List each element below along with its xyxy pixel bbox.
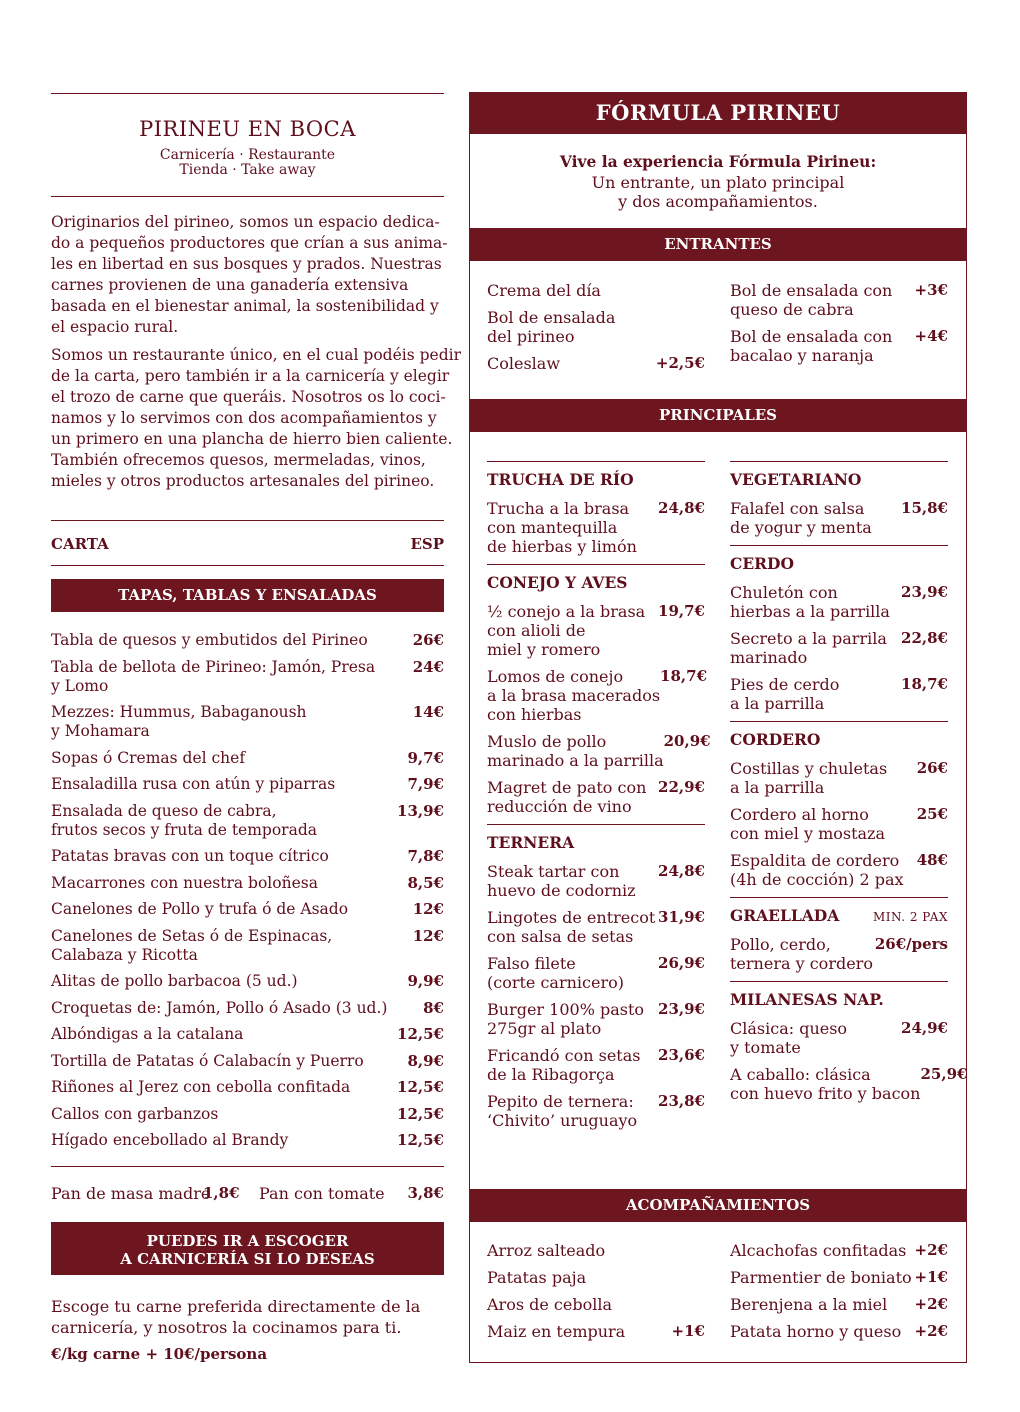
menu-item xyxy=(51,1078,444,1097)
menu-item-price: 24,8€ xyxy=(658,499,705,517)
menu-item-name: Burger 100% pasto 275gr al plato xyxy=(487,1000,645,1038)
menu-item xyxy=(487,1268,705,1287)
menu-item xyxy=(730,1295,948,1314)
menu-item-price: 26€/pers xyxy=(874,935,948,953)
menu-item-price: +2€ xyxy=(914,1322,948,1340)
menu-item-price: 23,9€ xyxy=(658,1000,705,1018)
intro-paragraph-2: Somos un restaurante único, en el cual podéis pedir de la carta, pero también ir a la carnicería y elegir el trozo de carne que queráis. Nosotros os lo coci- namos y lo servimos con dos acompañamientos y un primero en una plancha de hierro bien caliente. También ofrecemos quesos, mermeladas, vinos, mieles y otros productos artesanales del pirineo. xyxy=(51,346,461,490)
formula-description: Un entrante, un plato principal y dos acompañamientos. xyxy=(591,173,845,211)
menu-item xyxy=(487,778,705,816)
menu-item-name: Hígado encebollado al Brandy xyxy=(51,1131,289,1149)
menu-item-name: Fricandó con setas de la Ribagorça xyxy=(487,1046,641,1084)
menu-item-name: Tabla de bellota de Pirineo: Jamón, Presa y Lomo xyxy=(51,657,376,695)
acompanamientos-header: ACOMPAÑAMIENTOS xyxy=(469,1189,967,1222)
menu-item-name: Muslo de pollo marinado a la parrilla xyxy=(487,732,664,770)
menu-item-name: Tabla de quesos y embutidos del Pirineo xyxy=(51,631,368,649)
menu-item-name: Riñones al Jerez con cebolla confitada xyxy=(51,1078,351,1096)
section-vegetariano-text: VEGETARIANO xyxy=(730,470,862,489)
menu-item-name: Coleslaw xyxy=(487,354,561,373)
menu-item-price: 48€ xyxy=(916,851,948,869)
section-rule xyxy=(730,981,948,982)
menu-item-price: +1€ xyxy=(914,1268,948,1286)
menu-item-name: Bol de ensalada con bacalao y naranja xyxy=(730,327,893,365)
carta-bottom-rule xyxy=(51,565,444,566)
tapas-bottom-rule xyxy=(51,1166,444,1167)
section-cordero-text: CORDERO xyxy=(730,730,821,749)
menu-item-price: 14€ xyxy=(412,703,444,721)
menu-item-price: 23,8€ xyxy=(658,1092,705,1110)
menu-item xyxy=(487,908,705,946)
menu-item-price: 24,9€ xyxy=(901,1019,948,1037)
top-rule xyxy=(51,93,444,94)
menu-item-price: +3€ xyxy=(914,281,948,299)
menu-item-name: ½ conejo a la brasa con alioli de miel y romero xyxy=(487,602,646,659)
section-graellada-note: MIN. 2 PAX xyxy=(872,910,948,924)
section-trucha-text: TRUCHA DE RÍO xyxy=(487,470,634,489)
menu-item-name: Chuletón con hierbas a la parrilla xyxy=(730,583,890,621)
section-milanesas xyxy=(730,990,948,1010)
menu-item-price: +2,5€ xyxy=(655,354,705,372)
menu-item-name: Bol de ensalada con queso de cabra xyxy=(730,281,893,319)
section-rule xyxy=(487,564,705,565)
menu-item-price: 20,9€ xyxy=(663,732,711,750)
section-milanesas-text: MILANESAS NAP. xyxy=(730,990,884,1009)
menu-item xyxy=(51,749,444,768)
title-rule xyxy=(51,196,444,197)
menu-item-price: 7,9€ xyxy=(407,775,444,793)
menu-item-price: 15,8€ xyxy=(901,499,948,517)
menu-item-name: Falafel con salsa de yogur y menta xyxy=(730,499,872,537)
menu-item xyxy=(51,847,444,866)
menu-item xyxy=(730,675,948,713)
entrantes-right-list xyxy=(730,281,948,373)
menu-item-price: 9,9€ xyxy=(407,972,444,990)
menu-item xyxy=(51,1025,444,1044)
menu-item-price: +4€ xyxy=(914,327,948,345)
menu-item xyxy=(487,1092,705,1130)
restaurant-title: PIRINEU EN BOCA xyxy=(139,117,356,141)
menu-item-name: Ensaladilla rusa con atún y piparras xyxy=(51,775,336,793)
menu-item-price: 26€ xyxy=(916,759,948,777)
menu-item xyxy=(51,1131,444,1150)
menu-item-price: 25€ xyxy=(916,805,948,823)
menu-item-name: A caballo: clásica con huevo frito y bacon xyxy=(730,1065,921,1103)
menu-item-name: Alitas de pollo barbacoa (5 ud.) xyxy=(51,972,298,990)
section-conejo-text: CONEJO Y AVES xyxy=(487,573,628,592)
menu-item-name: Macarrones con nuestra boloñesa xyxy=(51,873,318,892)
menu-item xyxy=(730,851,948,889)
menu-item-name: Cordero al horno con miel y mostaza xyxy=(730,805,886,843)
menu-item-name: Pollo, cerdo, ternera y cordero xyxy=(730,935,873,973)
menu-item xyxy=(51,900,444,919)
menu-item-name: Callos con garbanzos xyxy=(51,1104,219,1123)
menu-item-price: +1€ xyxy=(671,1322,705,1340)
menu-item xyxy=(487,354,705,373)
menu-item xyxy=(487,732,711,770)
menu-item-price: 18,7€ xyxy=(901,675,948,693)
menu-item-name: Lingotes de entrecot con salsa de setas xyxy=(487,908,656,946)
tapas-header: TAPAS, TABLAS Y ENSALADAS xyxy=(51,579,444,612)
menu-item-name: Pies de cerdo a la parrilla xyxy=(730,675,840,713)
menu-item xyxy=(730,805,948,843)
tapas-list xyxy=(51,631,444,1158)
menu-item xyxy=(51,775,444,794)
entrantes-header: ENTRANTES xyxy=(469,228,967,261)
principales-left-column xyxy=(487,461,711,1138)
menu-item xyxy=(487,1000,705,1038)
menu-item xyxy=(487,602,705,659)
menu-item xyxy=(51,972,444,991)
menu-item-name: Canelones de Setas ó de Espinacas, Calabaza y Ricotta xyxy=(51,926,333,964)
menu-item xyxy=(487,1241,705,1260)
menu-item-name: Clásica: queso y tomate xyxy=(730,1019,848,1057)
menu-item xyxy=(51,1052,444,1071)
section-rule xyxy=(487,461,705,462)
menu-item-name: Sopas ó Cremas del chef xyxy=(51,748,246,767)
menu-item-price: 12€ xyxy=(412,900,444,918)
section-cordero xyxy=(730,730,948,750)
menu-item-name: Patatas paja xyxy=(487,1268,587,1287)
carta-label: CARTA xyxy=(51,535,109,553)
menu-item-name: Bol de ensalada del pirineo xyxy=(487,308,616,346)
menu-item xyxy=(51,874,444,893)
menu-item-price: 12,5€ xyxy=(397,1104,444,1123)
menu-item-price: 23,6€ xyxy=(658,1046,705,1064)
menu-item xyxy=(730,1241,948,1260)
butcher-header: PUEDES IR A ESCOGER A CARNICERÍA SI LO DESEAS xyxy=(51,1222,444,1275)
menu-item xyxy=(487,667,708,724)
section-graellada-text: GRAELLADA xyxy=(730,906,840,925)
menu-item-name: Canelones de Pollo y trufa ó de Asado xyxy=(51,900,349,918)
section-cerdo xyxy=(730,554,948,574)
menu-item xyxy=(730,1019,948,1057)
menu-item xyxy=(487,1046,705,1084)
menu-item xyxy=(51,802,444,840)
bread-2-price: 3,8€ xyxy=(407,1184,444,1202)
menu-item-name: Maiz en tempura xyxy=(487,1322,626,1341)
menu-item xyxy=(730,935,948,973)
menu-item-price: 22,8€ xyxy=(901,629,948,647)
entrantes-left-list xyxy=(487,281,705,381)
restaurant-subtitle-2: Tienda · Take away xyxy=(179,162,316,178)
butcher-text: Escoge tu carne preferida directamente de la carnicería, y nosotros la cocinamos para ti. xyxy=(51,1297,421,1337)
menu-item-price: 8,9€ xyxy=(407,1051,444,1070)
menu-item-price: +2€ xyxy=(914,1295,948,1313)
menu-item-name: Aros de cebolla xyxy=(487,1295,613,1314)
restaurant-subtitle-1: Carnicería · Restaurante xyxy=(159,147,336,163)
section-rule xyxy=(730,545,948,546)
menu-item-price: 31,9€ xyxy=(658,908,705,926)
menu-item-name: Arroz salteado xyxy=(487,1241,606,1260)
language-label[interactable]: ESP xyxy=(410,535,444,553)
menu-item xyxy=(51,658,444,696)
menu-item-price: 26€ xyxy=(412,631,444,649)
menu-item-price: 8,5€ xyxy=(407,873,444,892)
menu-item-name: Steak tartar con huevo de codorniz xyxy=(487,862,636,900)
butcher-price: €/kg carne + 10€/persona xyxy=(51,1345,268,1363)
menu-item-name: Magret de pato con reducción de vino xyxy=(487,778,647,816)
bread-1-price: 1,8€ xyxy=(203,1184,240,1202)
menu-item xyxy=(51,999,444,1018)
menu-item-name: Espaldita de cordero (4h de cocción) 2 pax xyxy=(730,851,904,889)
section-trucha xyxy=(487,470,705,490)
intro-paragraph-1: Originarios del pirineo, somos un espacio dedica- do a pequeños productores que crían a sus anima- les en libertad en sus bosques y prados. Nuestras carnes provienen de una ganadería extensiva basada en el bienestar animal, la sostenibilidad y el espacio rural. xyxy=(51,213,448,336)
menu-item-name: Trucha a la brasa con mantequilla de hierbas y limón xyxy=(487,499,637,556)
menu-item-price: 24€ xyxy=(412,657,444,676)
section-rule xyxy=(730,721,948,722)
menu-item xyxy=(487,954,705,992)
section-ternera xyxy=(487,833,705,853)
menu-item-price: 25,9€ xyxy=(920,1065,968,1083)
formula-lead: Vive la experiencia Fórmula Pirineu: xyxy=(559,152,877,171)
menu-item-price: 26,9€ xyxy=(658,954,705,972)
menu-item xyxy=(730,629,948,667)
menu-item xyxy=(487,1295,705,1314)
menu-item-name: Costillas y chuletas a la parrilla xyxy=(730,759,888,797)
menu-item-price: 24,8€ xyxy=(658,862,705,880)
menu-item-name: Tortilla de Patatas ó Calabacín y Puerro xyxy=(51,1051,364,1070)
section-rule xyxy=(730,461,948,462)
menu-item-price: 23,9€ xyxy=(901,583,948,601)
menu-item-price: 22,9€ xyxy=(658,778,705,796)
menu-item-price: 12,5€ xyxy=(397,1025,444,1043)
principales-header: PRINCIPALES xyxy=(469,399,967,432)
menu-item-name: Albóndigas a la catalana xyxy=(51,1025,244,1043)
bread-1-name: Pan de masa madre xyxy=(51,1184,211,1203)
menu-item xyxy=(487,281,705,300)
acompanamientos-right-list xyxy=(730,1241,948,1349)
menu-item-name: Patatas bravas con un toque cítrico xyxy=(51,847,329,865)
menu-item-name: Pepito de ternera: ‘Chivito’ uruguayo xyxy=(487,1092,638,1130)
menu-item xyxy=(730,1065,968,1103)
menu-item-name: Crema del día xyxy=(487,281,601,300)
section-cerdo-text: CERDO xyxy=(730,554,794,573)
menu-item xyxy=(51,1105,444,1124)
menu-item xyxy=(730,1268,948,1287)
menu-item-price: +2€ xyxy=(914,1241,948,1259)
menu-item-name: Lomos de conejo a la brasa macerados con hierbas xyxy=(487,667,661,724)
section-conejo xyxy=(487,573,705,593)
menu-item-name: Patata horno y queso xyxy=(730,1322,902,1341)
menu-item xyxy=(487,499,705,556)
menu-item-name: Secreto a la parrila marinado xyxy=(730,629,887,667)
menu-item-name: Ensalada de queso de cabra, frutos secos y fruta de temporada xyxy=(51,801,317,839)
menu-item-price: 8€ xyxy=(423,998,444,1017)
menu-item-name: Mezzes: Hummus, Babaganoush y Mohamara xyxy=(51,703,307,740)
formula-header: FÓRMULA PIRINEU xyxy=(469,92,967,134)
menu-item xyxy=(51,631,444,650)
menu-item-price: 7,8€ xyxy=(407,847,444,865)
menu-item xyxy=(487,1322,705,1341)
menu-item xyxy=(730,1322,948,1341)
menu-item xyxy=(487,308,705,346)
principales-right-column xyxy=(730,461,968,1111)
bread-2-name: Pan con tomate xyxy=(259,1184,385,1203)
menu-item-name: Alcachofas confitadas xyxy=(730,1241,907,1260)
menu-item xyxy=(730,281,948,319)
menu-item xyxy=(51,927,444,965)
menu-item-name: Croquetas de: Jamón, Pollo ó Asado (3 ud.) xyxy=(51,998,388,1017)
menu-item xyxy=(487,862,705,900)
menu-item-price: 9,7€ xyxy=(407,748,444,767)
acompanamientos-left-list xyxy=(487,1241,705,1349)
menu-item xyxy=(730,499,948,537)
menu-item-name: Parmentier de boniato xyxy=(730,1268,912,1287)
carta-top-rule xyxy=(51,520,444,521)
section-graellada xyxy=(730,906,948,926)
menu-item xyxy=(730,327,948,365)
menu-item-price: 12€ xyxy=(412,926,444,945)
menu-item-price: 12,5€ xyxy=(397,1078,444,1096)
section-vegetariano xyxy=(730,470,948,490)
menu-item-price: 12,5€ xyxy=(397,1131,444,1149)
menu-item-name: Falso filete (corte carnicero) xyxy=(487,954,624,992)
menu-item-price: 13,9€ xyxy=(397,801,444,820)
menu-item xyxy=(730,583,948,621)
section-rule xyxy=(487,824,705,825)
menu-item-price: 18,7€ xyxy=(660,667,708,685)
menu-item xyxy=(51,703,444,741)
menu-item-price: 19,7€ xyxy=(658,602,705,620)
menu-item xyxy=(730,759,948,797)
section-ternera-text: TERNERA xyxy=(487,833,575,852)
menu-item-name: Berenjena a la miel xyxy=(730,1295,888,1314)
section-rule xyxy=(730,897,948,898)
